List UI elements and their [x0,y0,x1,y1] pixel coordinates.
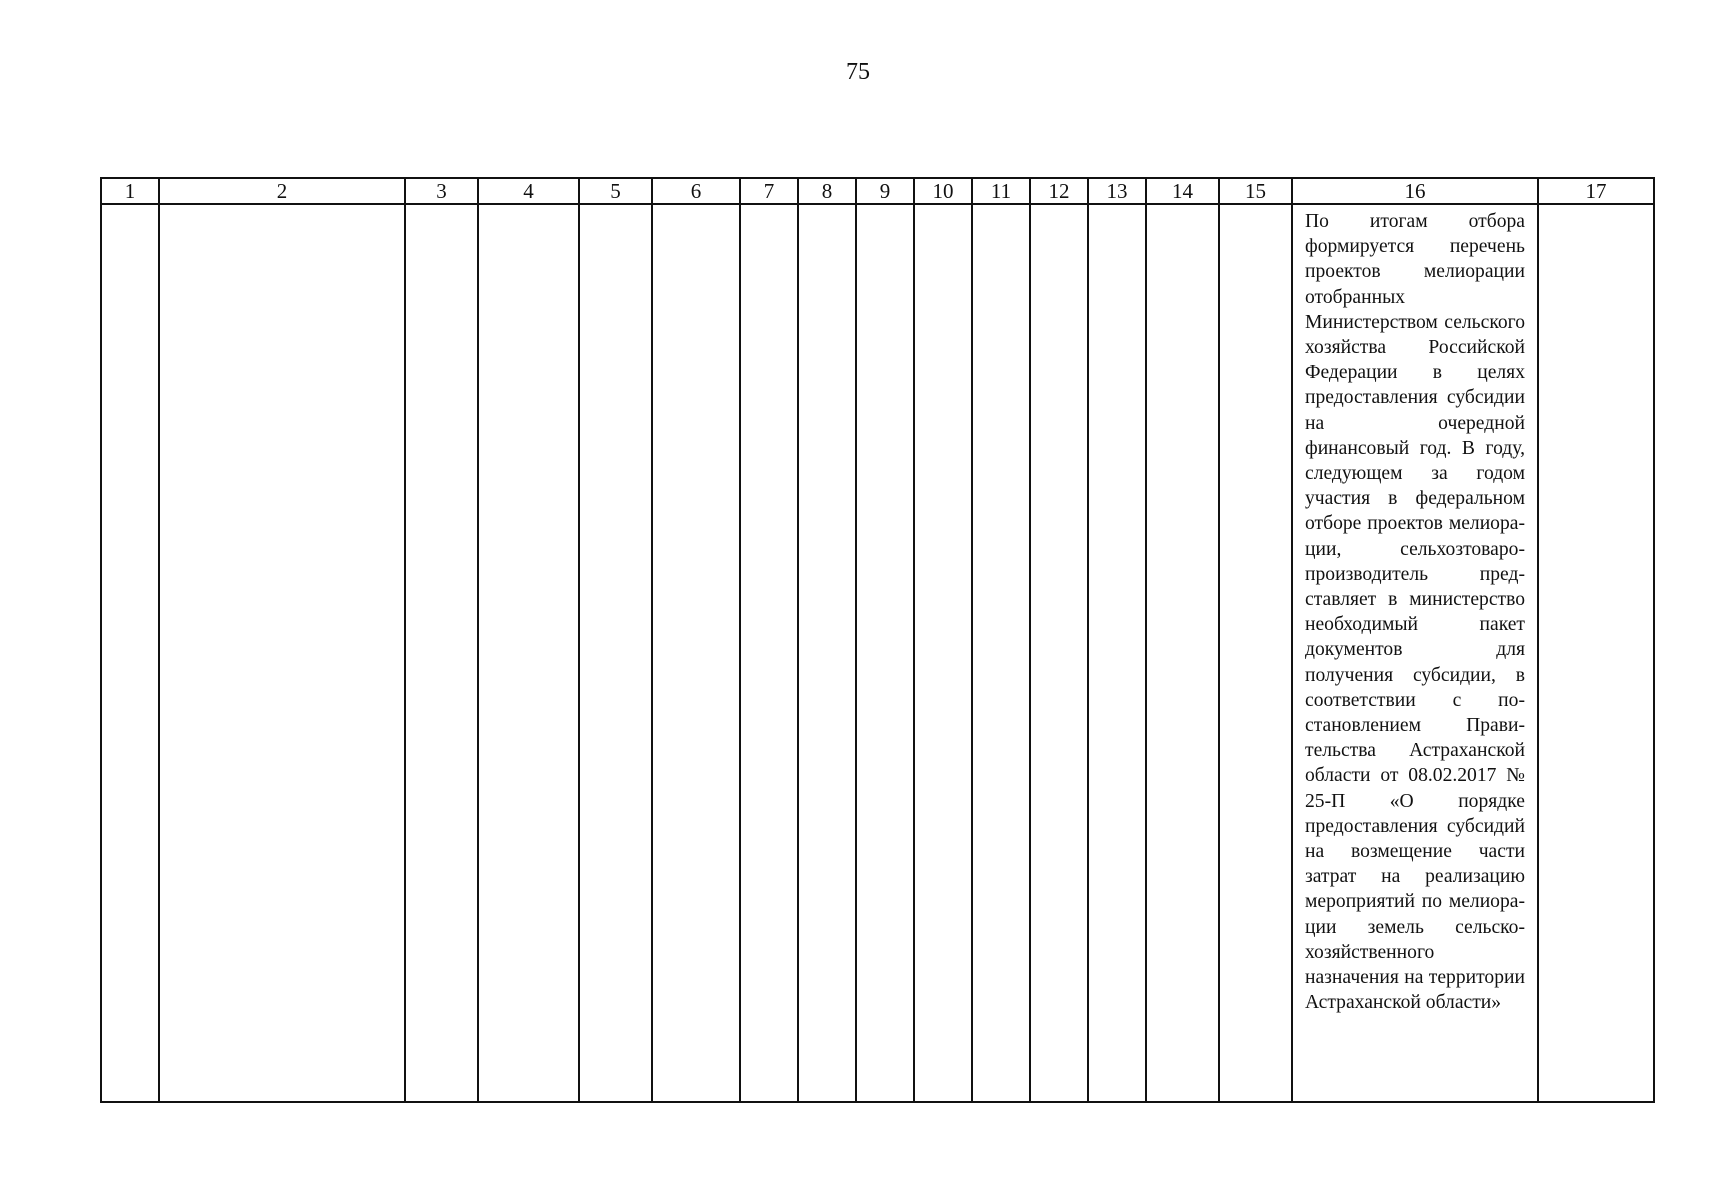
column-header-13: 13 [1088,178,1146,204]
data-table [100,177,1655,1103]
table-cell-10 [914,204,972,1102]
table-cell-4 [478,204,579,1102]
table-cell-14 [1146,204,1219,1102]
column-header-6: 6 [652,178,740,204]
column-header-16: 16 [1292,178,1538,204]
column-header-17: 17 [1538,178,1654,204]
table-cell-1 [101,204,159,1102]
column-header-8: 8 [798,178,856,204]
column-header-12: 12 [1030,178,1088,204]
table-cell-5 [579,204,652,1102]
table-row [101,204,1654,1102]
column-header-7: 7 [740,178,798,204]
column-header-2: 2 [159,178,405,204]
table-cell-8 [798,204,856,1102]
column-header-5: 5 [579,178,652,204]
table-cell-17 [1538,204,1654,1102]
column-header-9: 9 [856,178,914,204]
column-header-10: 10 [914,178,972,204]
table-cell-13 [1088,204,1146,1102]
column-header-14: 14 [1146,178,1219,204]
column-header-15: 15 [1219,178,1292,204]
column-header-1: 1 [101,178,159,204]
page-number: 75 [846,59,870,85]
column-header-4: 4 [478,178,579,204]
table-cell-9 [856,204,914,1102]
table-cell-16 [1292,204,1538,1102]
column-header-11: 11 [972,178,1030,204]
cell-16-text: По итогам отбора формируется перечень проектов мелиорации отобранных Министерством сельского хозяйства Российской Федерации в целях предоставления субсидии на очередной финансовый год. В году, следующем за годом участия в федеральном отборе проектов мелиорации, сельхозтоваропроизводитель представляет в министерство необходимый пакет документов для получения субсидии, в соответствии с постановлением Правительства Астраханской области от 08.02.2017 № 25-П «О порядке предоставления субсидий на возмещение части затрат на реализацию мероприятий по мелиорации земель сельскохозяйственного назначения на территории Астраханской области» [1305,211,1525,1014]
table-cell-2 [159,204,405,1102]
table-cell-7 [740,204,798,1102]
column-header-3: 3 [405,178,478,204]
header-row [101,178,1654,204]
table-cell-12 [1030,204,1088,1102]
table-cell-11 [972,204,1030,1102]
table-cell-6 [652,204,740,1102]
table-cell-3 [405,204,478,1102]
table-cell-15 [1219,204,1292,1102]
